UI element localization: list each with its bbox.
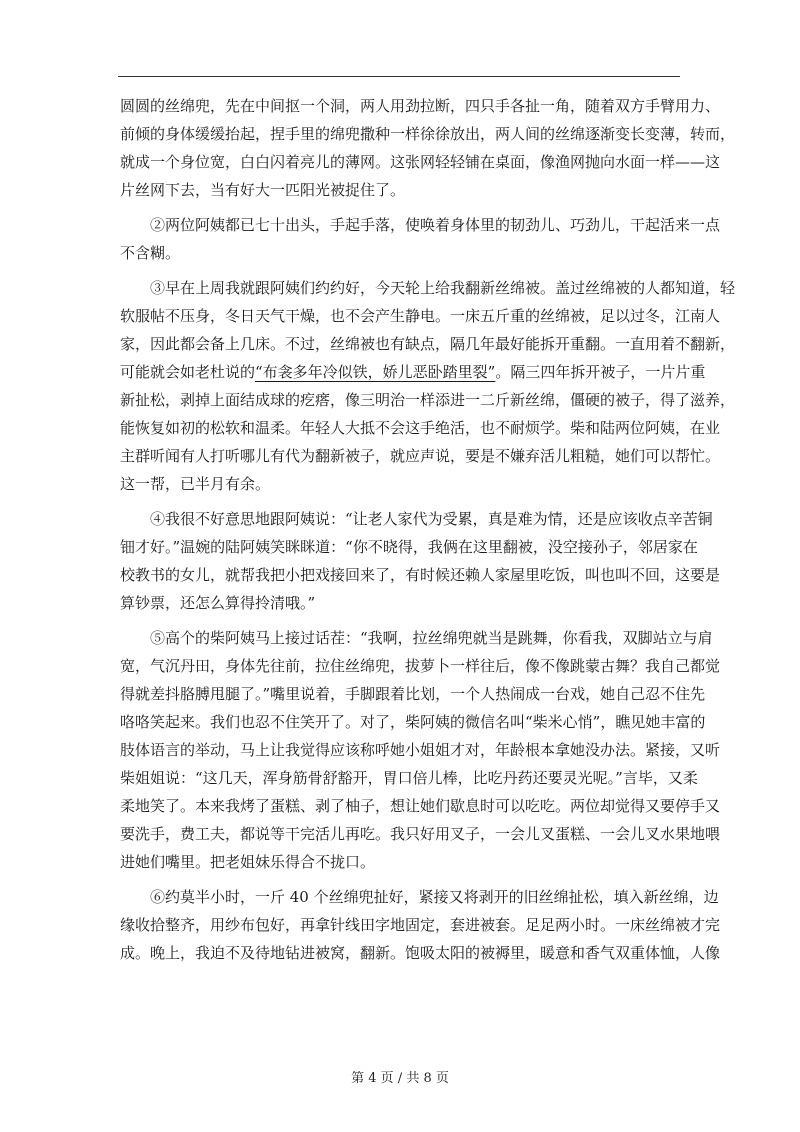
paragraph-6-line: ⑥约莫半小时，一斤 40 个丝绵兜扯好，紧接又将剥开的旧丝绵扯松，填入新丝绵，边 [150, 888, 719, 906]
text-fragment: 。隔三四年拆开被子，一片片重 [495, 363, 706, 381]
text-line: 咯咯笑起来。我们也忍不住笑开了。对了，柴阿姨的微信名叫“柴米心悄”，瞧见她丰富的 [120, 713, 706, 731]
text-line: 肢体语言的举动，马上让我觉得应该称呼她小姐姐才对，年龄根本拿她没办法。紧接，又听 [120, 741, 721, 759]
paragraph-5-line: ⑤高个的柴阿姨马上接过话茬：“我啊，拉丝绵兜就当是跳舞，你看我，双脚站立与肩 [150, 629, 713, 647]
text-line: 家，因此都会备上几床。不过，丝绵被也有缺点，隔几年最好能拆开重翻。一直用着不翻新， [120, 335, 736, 353]
text-line: 圆圆的丝绵兜，先在中间抠一个洞，两人用劲拉断，四只手各扯一角，随着双方手臂用力、 [120, 97, 721, 115]
text-line: 钿才好。”温婉的陆阿姨笑眯眯道：“你不晓得，我俩在这里翻被，没空接孙子，邻居家在 [120, 538, 698, 556]
text-line: 要洗手，费工夫，都说等干完活儿再吃。我只好用叉子，一会儿叉蛋糕、一会儿叉水果地喂 [120, 825, 721, 843]
header-rule [118, 76, 680, 77]
text-line: 宽，气沉丹田，身体先往前，拉住丝绵兜，拔萝卜一样往后，像不像跳蒙古舞？我自己都觉 [120, 657, 721, 675]
paragraph-4-line: ④我很不好意思地跟阿姨说：“让老人家代为受累，真是难为情，还是应该收点辛苦铜 [150, 510, 713, 528]
text-line: 就成一个身位宽，白白闪着亮儿的薄网。这张网轻轻铺在桌面，像渔网抛向水面一样——这 [120, 153, 721, 171]
underlined-poem-quote: “布衾多年冷似铁，娇儿恶卧踏里裂” [255, 363, 496, 381]
text-line-with-quote [120, 358, 706, 386]
text-fragment: 可能就会如老杜说的 [120, 363, 256, 381]
text-line: 成。晚上，我迫不及待地钻进被窝，翻新。饱吸太阳的被褥里，暖意和香气双重体恤，人像 [120, 944, 721, 962]
text-line: 柴姐姐说：“这几天，浑身筋骨舒豁开，胃口倍儿棒，比吃丹药还要灵光呢。”言毕，又柔 [120, 769, 698, 787]
text-line: 主群听闻有人打听哪儿有代为翻新被子，就应声说，要是不嫌弃活儿粗糙，她们可以帮忙。 [120, 447, 721, 465]
text-line: 进她们嘴里。把老姐妹乐得合不拢口。 [120, 853, 376, 871]
text-line: 柔地笑了。本来我烤了蛋糕、剥了柚子，想让她们歇息时可以吃吃。两位却觉得又要停手又 [120, 797, 721, 815]
text-line: 算钞票，还怎么算得拎清哦。” [120, 594, 316, 612]
text-line: 校教书的女儿，就帮我把小把戏接回来了，有时候还赖人家屋里吃饭，叫也叫不回，这要是 [120, 566, 721, 584]
text-line: 前倾的身体缓缓抬起，捏手里的绵兜撒种一样徐徐放出，两人间的丝绵逐渐变长变薄，转而， [120, 125, 736, 143]
text-line: 缘收拾整齐，用纱布包好，再拿针线田字地固定，套进被套。足足两小时。一床丝绵被才完 [120, 916, 721, 934]
text-line: 这一帮，已半月有余。 [120, 475, 271, 493]
paragraph-3-line: ③早在上周我就跟阿姨们约约好，今天轮上给我翻新丝绵被。盖过丝绵被的人都知道，轻 [150, 279, 736, 297]
text-line: 得就差抖胳膊甩腿了。”嘴里说着，手脚跟着比划，一个人热闹成一台戏，她自己忍不住先 [120, 685, 706, 703]
page-number-footer: 第 4 页 / 共 8 页 [351, 1071, 449, 1086]
text-line: 新扯松，剥掉上面结成球的疙瘩，像三明治一样添进一二斤新丝绵，僵硬的被子，得了滋养， [120, 391, 736, 409]
text-line: 不含糊。 [120, 244, 181, 262]
text-line: 软服帖不压身，冬日天气干燥，也不会产生静电。一床五斤重的丝绵被，足以过冬，江南人 [120, 307, 721, 325]
text-line: 能恢复如初的松软和温柔。年轻人大抵不会这手绝活，也不耐烦学。柴和陆两位阿姨，在业 [120, 419, 721, 437]
paragraph-2-line: ②两位阿姨都已七十出头，手起手落，使唤着身体里的韧劲儿、巧劲儿，干起活来一点 [150, 216, 721, 234]
text-line: 片丝网下去，当有好大一匹阳光被捉住了。 [120, 181, 406, 199]
